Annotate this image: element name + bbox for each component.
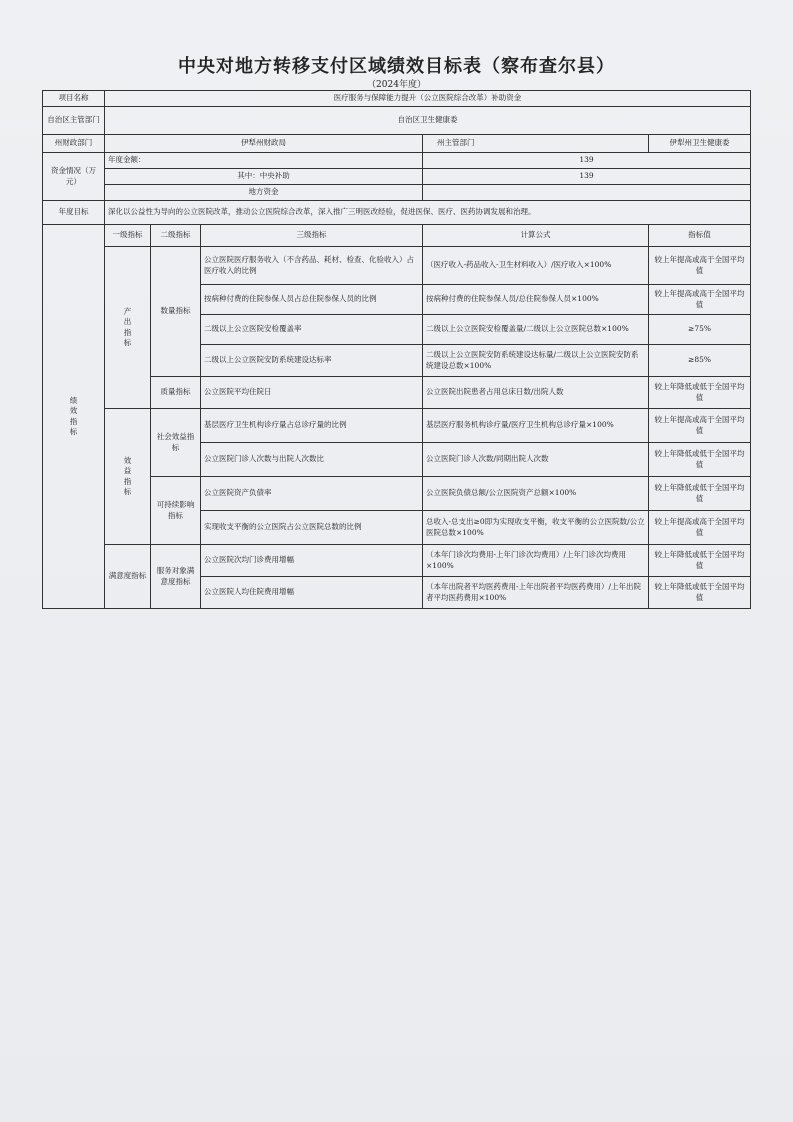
indicator-name: 按病种付费的住院参保人员占总住院参保人员的比例 [201,285,423,315]
indicator-value: 较上年提高或高于全国平均值 [649,511,751,545]
indicator-formula: 公立医院负债总额/公立医院资产总额×100% [423,477,649,511]
indicator-name: 二级以上公立医院安检覆盖率 [201,315,423,345]
indicator-value: 较上年降低或低于全国平均值 [649,545,751,577]
indicator-formula: 总收入-总支出≥0即为实现收支平衡，收支平衡的公立医院数/公立医院总数×100% [423,511,649,545]
row-region-dept [43,107,751,135]
indicator-value: 较上年提高或高于全国平均值 [649,285,751,315]
indicator-formula: 公立医院出院患者占用总床日数/出院人数 [423,377,649,409]
fund-label: 资金情况（万元） [43,153,105,201]
goal-text: 深化以公益性为导向的公立医院改革，推动公立医院综合改革，深入推广三明医改经验，促进医保、医疗、医药协调发展和治理。 [105,201,751,225]
indicator-name: 公立医院人均住院费用增幅 [201,577,423,609]
col-level2: 二级指标 [151,225,201,247]
benefit-label [105,409,151,545]
indicator-value: 较上年降低或低于全国平均值 [649,443,751,477]
perf-label-text: 绩效指标 [69,396,78,436]
indicator-value: 较上年降低或低于全国平均值 [649,477,751,511]
sustain-label: 可持续影响指标 [151,477,201,545]
col-level3: 三级指标 [201,225,423,247]
indicator-formula: 按病种付费的住院参保人员/总住院参保人员×100% [423,285,649,315]
annual-value: 139 [423,153,751,169]
indicator-formula: （医疗收入-药品收入-卫生材料收入）/医疗收入×100% [423,247,649,285]
indicator-value: 较上年提高或高于全国平均值 [649,409,751,443]
row-fund-central [43,169,751,185]
output-label-text: 产出指标 [123,307,132,347]
quality-label: 质量指标 [151,377,201,409]
region-dept-value: 自治区卫生健康委 [105,107,751,135]
indicator-value: 较上年提高或高于全国平均值 [649,247,751,285]
state-dept-label: 州主管部门 [423,135,649,153]
annual-label: 年度金额： [105,153,423,169]
row-fund-annual [43,153,751,169]
col-value: 指标值 [649,225,751,247]
state-finance-label: 州财政部门 [43,135,105,153]
col-formula: 计算公式 [423,225,649,247]
state-dept-value: 伊犁州卫生健康委 [649,135,751,153]
benefit-label-text: 效益指标 [123,456,132,496]
performance-table [42,90,751,609]
goal-label: 年度目标 [43,201,105,225]
row-departments [43,135,751,153]
page-title: 中央对地方转移支付区域绩效目标表（察布查尔县） [178,56,615,77]
project-name-label: 项目名称 [43,91,105,107]
indicator-name: 公立医院资产负债率 [201,477,423,511]
indicator-formula: （本年门诊次均费用-上年门诊次均费用）/上年门诊次均费用×100% [423,545,649,577]
indicator-value: ≥85% [649,345,751,377]
indicator-name: 公立医院医疗服务收入（不含药品、耗材、检查、化验收入）占医疗收入的比例 [201,247,423,285]
quantity-label: 数量指标 [151,247,201,377]
indicator-value: 较上年降低或低于全国平均值 [649,377,751,409]
row-fund-local [43,185,751,201]
indicator-value: 较上年降低或低于全国平均值 [649,577,751,609]
indicator-formula: 基层医疗服务机构诊疗量/医疗卫生机构总诊疗量×100% [423,409,649,443]
project-name-value: 医疗服务与保障能力提升（公立医院综合改革）补助资金 [105,91,751,107]
indicator-name: 基层医疗卫生机构诊疗量占总诊疗量的比例 [201,409,423,443]
region-dept-label: 自治区主管部门 [43,107,105,135]
page-subtitle: （2024年度） [367,80,426,90]
social-label: 社会效益指标 [151,409,201,477]
service-label: 服务对象满意度指标 [151,545,201,609]
indicator-value: ≥75% [649,315,751,345]
row-annual-goal [43,201,751,225]
indicator-name: 公立医院次均门诊费用增幅 [201,545,423,577]
table-row [43,247,751,285]
row-project-name [43,91,751,107]
local-label: 地方资金 [105,185,423,201]
col-level1: 一级指标 [105,225,151,247]
satisfaction-label: 满意度指标 [105,545,151,609]
indicator-name: 二级以上公立医院安防系统建设达标率 [201,345,423,377]
output-label [105,247,151,409]
indicator-formula: 二级以上公立医院安检覆盖量/二级以上公立医院总数×100% [423,315,649,345]
indicator-formula: 二级以上公立医院安防系统建设达标量/二级以上公立医院安防系统建设总数×100% [423,345,649,377]
row-indicator-header [43,225,751,247]
table-row [43,545,751,577]
indicator-formula: （本年出院者平均医药费用-上年出院者平均医药费用）/上年出院者平均医药费用×100% [423,577,649,609]
indicator-formula: 公立医院门诊人次数/同期出院人次数 [423,443,649,477]
indicator-name: 公立医院平均住院日 [201,377,423,409]
central-value: 139 [423,169,751,185]
indicator-name: 公立医院门诊人次数与出院人次数比 [201,443,423,477]
state-finance-value: 伊犁州财政局 [105,135,423,153]
table-row [43,409,751,443]
perf-label [43,225,105,609]
indicator-name: 实现收支平衡的公立医院占公立医院总数的比例 [201,511,423,545]
central-label: 其中：中央补助 [105,169,423,185]
local-value [423,185,751,201]
